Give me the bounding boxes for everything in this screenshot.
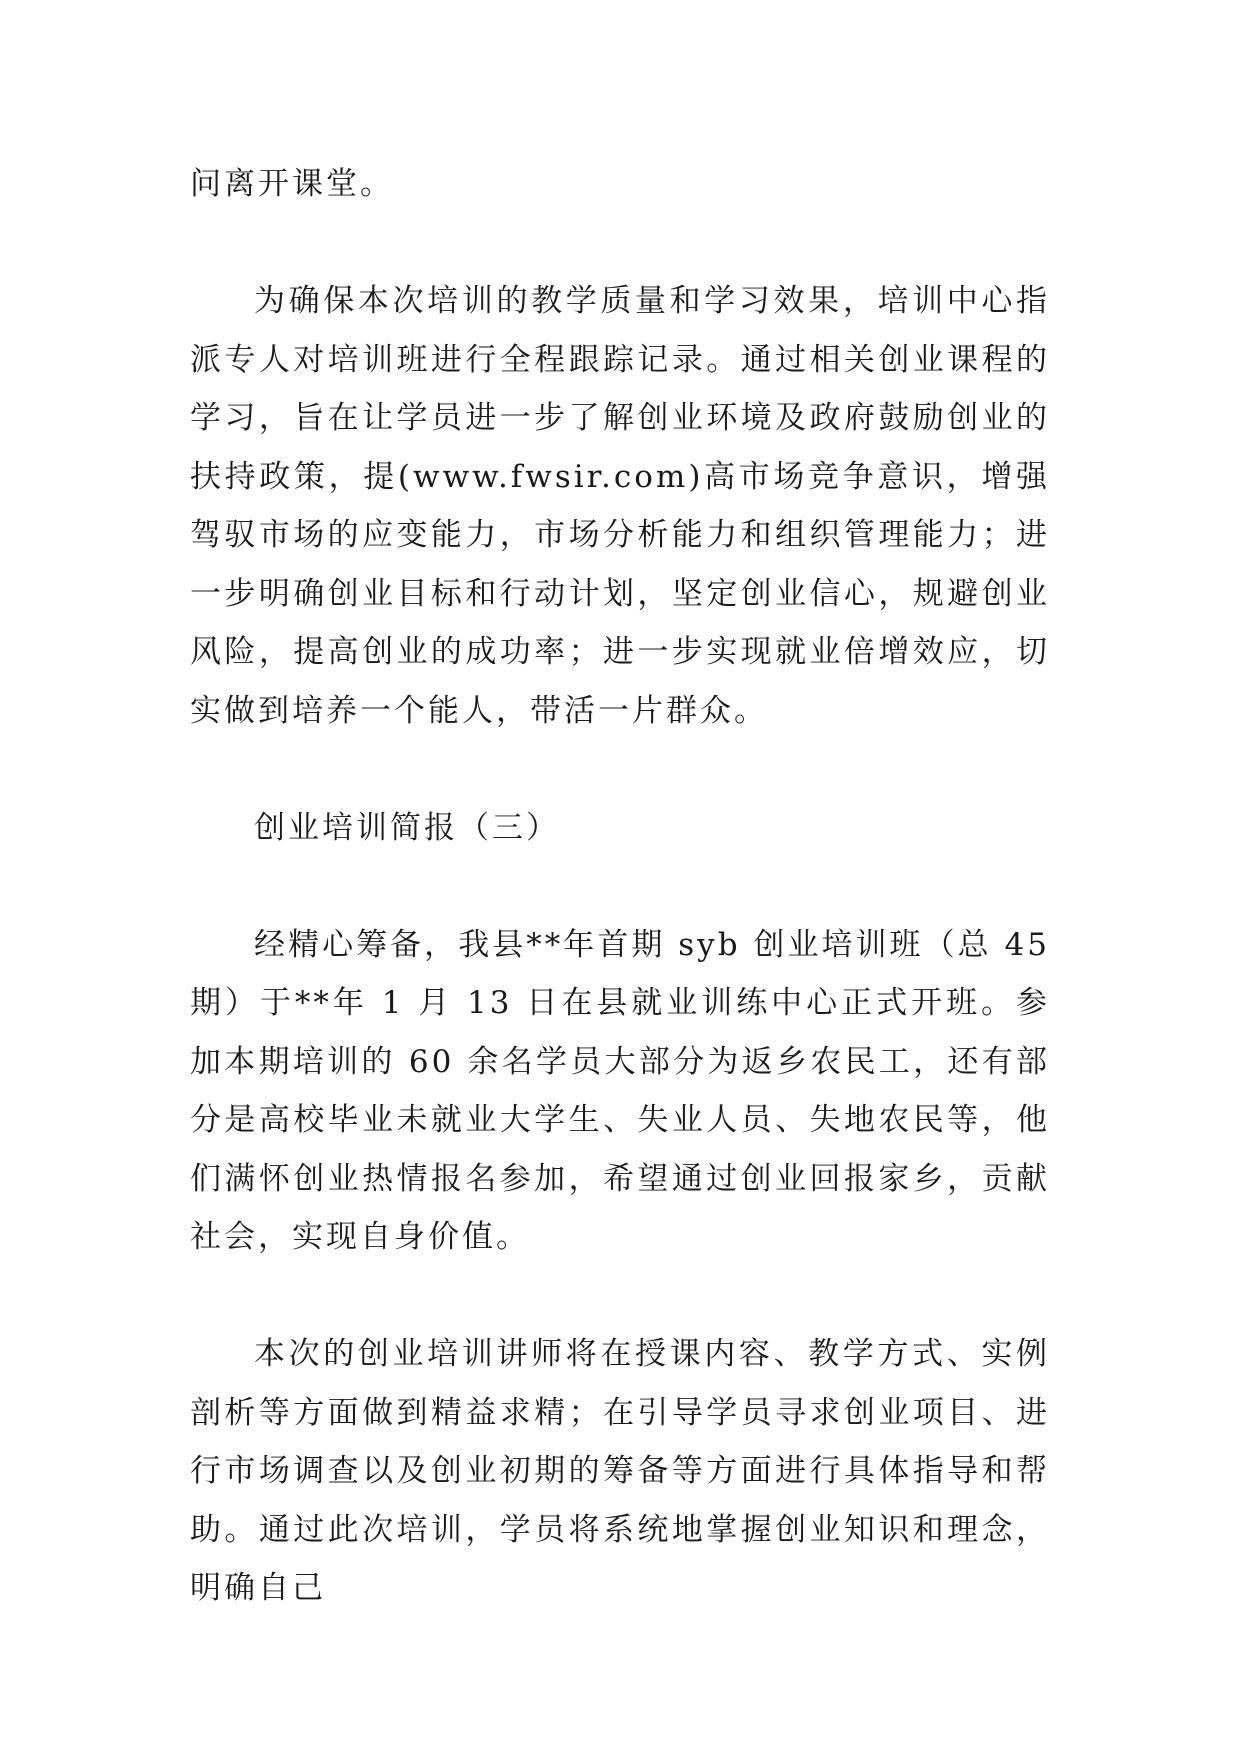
paragraph-gap	[190, 857, 1050, 916]
paragraph-gap	[190, 214, 1050, 273]
paragraph-instructors: 本次的创业培训讲师将在授课内容、教学方式、实例剖析等方面做到精益求精；在引导学员寻求创业项目、进行市场调查以及创业初期的筹备等方面进行具体指导和帮助。通过此次培训，学员将系统地掌握创业知识和理念，明确自己	[190, 1336, 1050, 1606]
paragraph-class-opening: 经精心筹备，我县**年首期 syb 创业培训班（总 45 期）于**年 1 月 13 日在县就业训练中心正式开班。参加本期培训的 60 余名学员大部分为返乡农民工，还有部分是高校毕业未就业大学生、失业人员、失地农民等，他们满怀创业热情报名参加，希望通过创业回报家乡，贡献社会，实现自身价值。	[190, 926, 1063, 1255]
paragraph-continuation: 问离开课堂。	[190, 166, 394, 202]
document-body	[190, 155, 1063, 1618]
paragraph-gap	[190, 1267, 1050, 1326]
section-heading: 创业培训简报（三）	[254, 809, 560, 846]
paragraph-gap	[190, 740, 1050, 799]
paragraph-training-quality: 为确保本次培训的教学质量和学习效果，培训中心指派专人对培训班进行全程跟踪记录。通过相关创业课程的学习，旨在让学员进一步了解创业环境及政府鼓励创业的扶持政策，提(www.fwsir.com)高市场竞争意识，增强驾驭市场的应变能力，市场分析能力和组织管理能力；进一步明确创业目标和行动计划，坚定创业信心，规避创业风险，提高创业的成功率；进一步实现就业倍增效应，切实做到培养一个能人，带活一片群众。	[190, 283, 1050, 729]
